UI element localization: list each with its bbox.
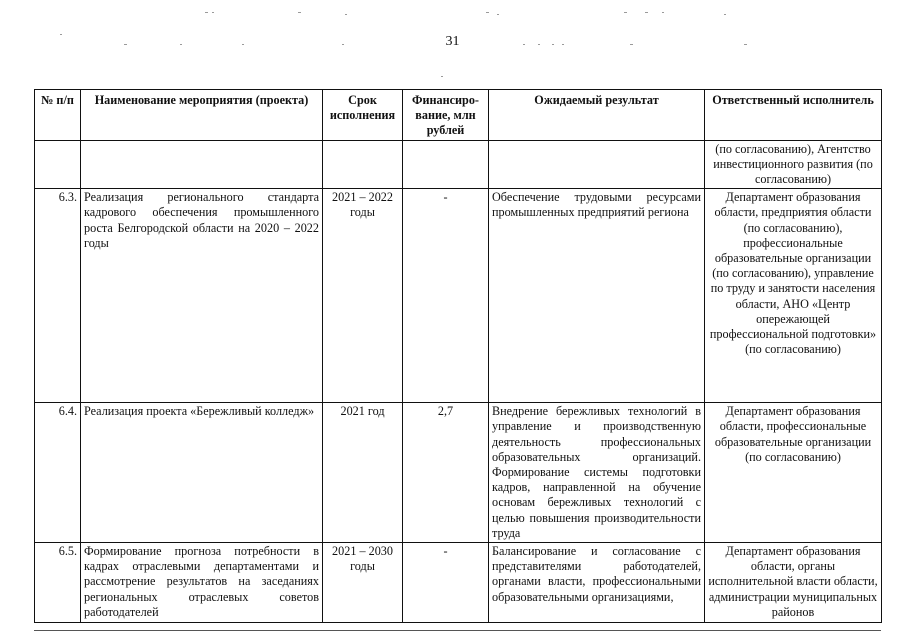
cell-term — [323, 140, 403, 189]
cell-term: 2021 – 2030 годы — [323, 543, 403, 623]
cell-executor: Департамент образования области, профессиональные образовательные организации (по согласованию) — [705, 403, 882, 543]
cell-num: 6.5. — [35, 543, 81, 623]
cell-finance — [403, 140, 489, 189]
header-executor: Ответственный исполнитель — [705, 90, 882, 141]
header-num: № п/п — [35, 90, 81, 141]
cell-name: Реализация регионального стандарта кадрового обеспечения промышленного роста Белгородской области на 2020 – 2022 годы — [81, 189, 323, 403]
table-row — [35, 189, 882, 403]
page-bottom-rule — [34, 630, 881, 631]
header-result: Ожидаемый результат — [489, 90, 705, 141]
cell-num: 6.3. — [35, 189, 81, 403]
cell-finance: 2,7 — [403, 403, 489, 543]
cell-num: 6.4. — [35, 403, 81, 543]
cell-name: Формирование прогноза потребности в кадрах отраслевыми департаментами и рассмотрение результатов на заседаниях региональных отраслевых советов работодателей — [81, 543, 323, 623]
cell-executor: Департамент образования области, органы исполнительной власти области, администрации муниципальных районов — [705, 543, 882, 623]
cell-finance: - — [403, 543, 489, 623]
cell-executor: Департамент образования области, предприятия области (по согласованию), профессиональные образовательные организации (по согласованию), управление по труду и занятости населения области, АНО «Центр опережающей профессиональной подготовки» (по согласованию) — [705, 189, 882, 403]
cell-result: Обеспечение трудовыми ресурсами промышленных предприятий региона — [489, 189, 705, 403]
cell-num — [35, 140, 81, 189]
cell-result: Балансирование и согласование с представителями работодателей, органами власти, профессиональными образовательными организациями, — [489, 543, 705, 623]
cell-result: Внедрение бережливых технологий в управление и производственную деятельность профессиональных образовательных организаций. Формирование системы подготовки кадров, направленной на обучение основам бережливых технологий с целью повышения производительности труда — [489, 403, 705, 543]
cell-term: 2021 год — [323, 403, 403, 543]
table-row — [35, 543, 882, 623]
header-name: Наименование мероприятия (проекта) — [81, 90, 323, 141]
cell-executor: (по согласованию), Агентство инвестиционного развития (по согласованию) — [705, 140, 882, 189]
table-row — [35, 140, 882, 189]
table-header-row — [35, 90, 882, 141]
table-row — [35, 403, 882, 543]
cell-result — [489, 140, 705, 189]
cell-name: Реализация проекта «Бережливый колледж» — [81, 403, 323, 543]
activities-table — [34, 89, 882, 623]
cell-term: 2021 – 2022 годы — [323, 189, 403, 403]
cell-finance: - — [403, 189, 489, 403]
cell-name — [81, 140, 323, 189]
header-term: Срок исполнения — [323, 90, 403, 141]
header-finance: Финансиро-вание, млн рублей — [403, 90, 489, 141]
page-number: 31 — [445, 34, 460, 49]
